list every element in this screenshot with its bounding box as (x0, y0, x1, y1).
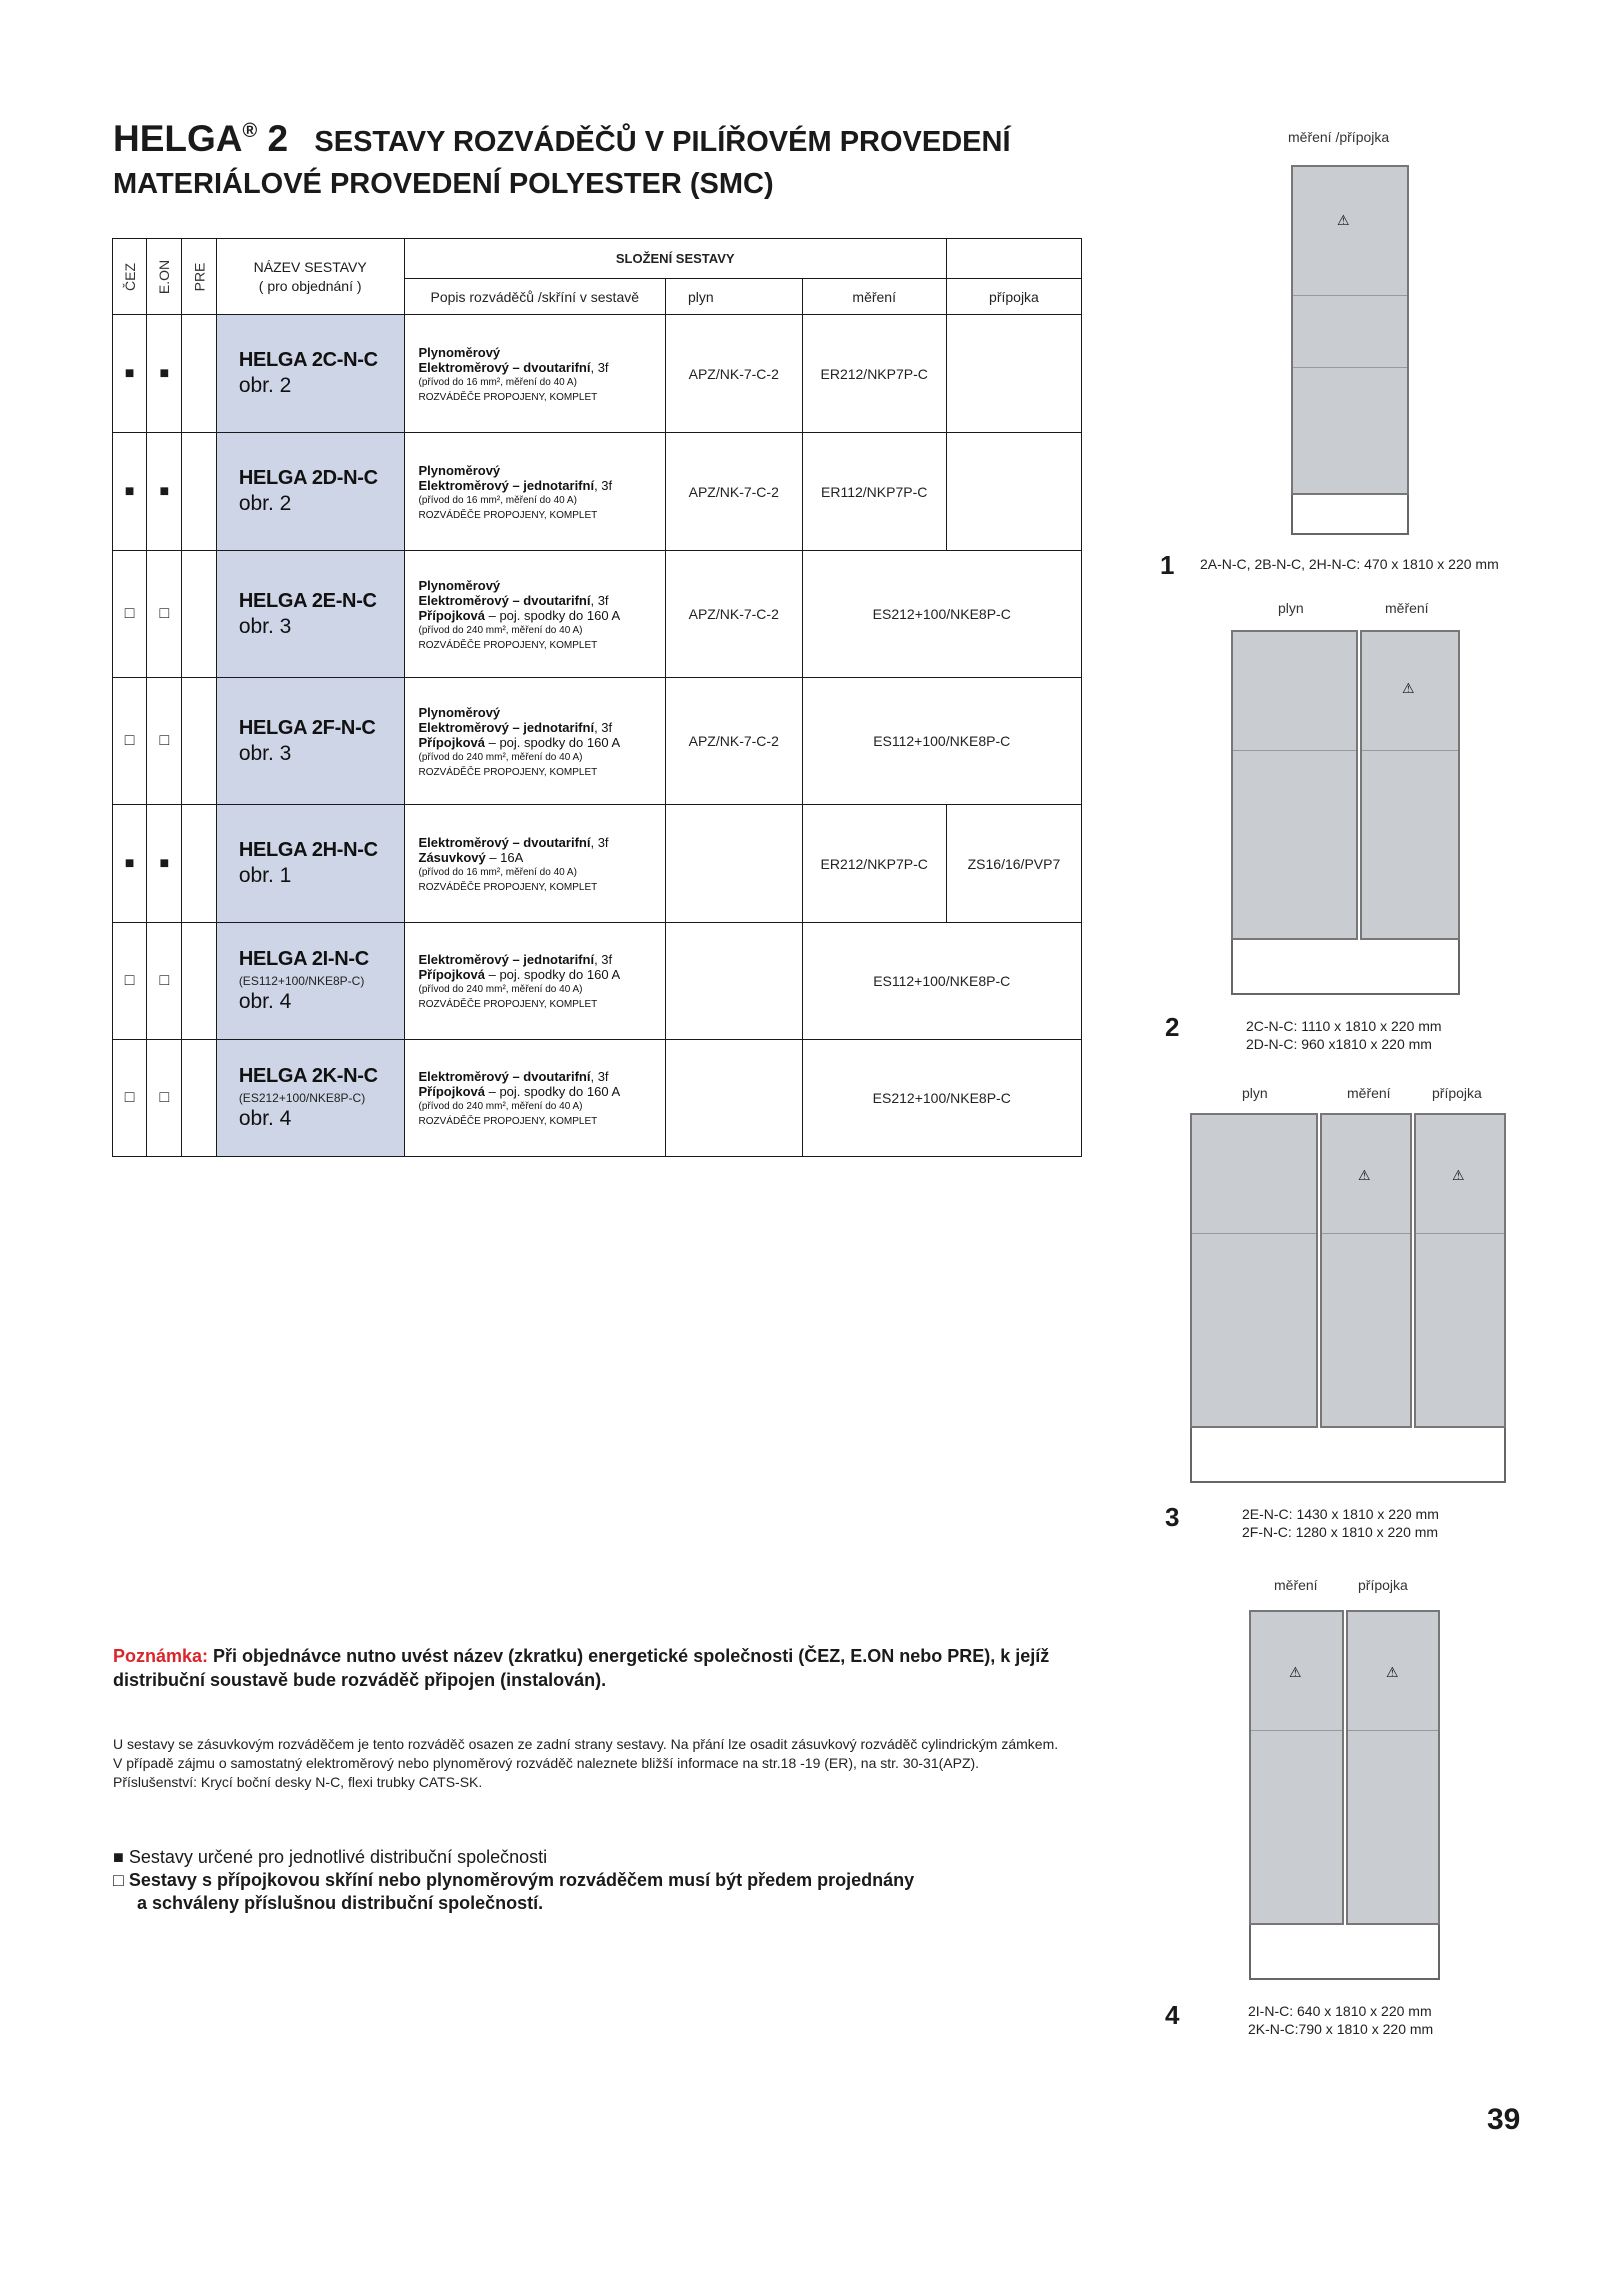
pre-mark (182, 678, 216, 805)
eon-mark: ■ (147, 433, 182, 551)
header-desc: Popis rozváděčů /skříní v sestavě (404, 279, 665, 315)
fig4-label-pripojka: přípojka (1358, 1577, 1408, 1593)
header-cez: ČEZ (113, 239, 147, 315)
page-subtitle: MATERIÁLOVÉ PROVEDENÍ POLYESTER (SMC) (113, 168, 774, 200)
mereni-value: ES112+100/NKE8P-C (802, 678, 1082, 805)
fig2-dims: 2C-N-C: 1110 x 1810 x 220 mm 2D-N-C: 960 x1810 x 220 mm (1246, 1018, 1442, 1052)
fig3-label-mereni: měření (1347, 1085, 1391, 1101)
header-mereni: měření (802, 279, 946, 315)
eon-mark: ■ (147, 805, 182, 923)
assembly-name: HELGA 2I-N-C (238, 948, 369, 970)
assembly-name: HELGA 2D-N-C (238, 467, 378, 489)
assembly-name-cell (216, 551, 404, 678)
assembly-description: Plynoměrový Elektroměrový – dvoutarifní, 3f (přívod do 16 mm², měření do 40 A) ROZVÁDĚČE PROPOJENY, KOMPLET (404, 315, 665, 433)
assembly-description: Elektroměrový – jednotarifní, 3f Přípojková – poj. spodky do 160 A (přívod do 240 mm², měření do 40 A) ROZVÁDĚČE PROPOJENY, KOMPLET (404, 923, 665, 1040)
assembly-figure-ref: obr. 4 (238, 1107, 292, 1130)
table-row (113, 805, 1082, 923)
plyn-value (666, 1040, 803, 1157)
info-p3: Příslušenství: Krycí boční desky N-C, flexi trubky CATS-SK. (113, 1774, 483, 1790)
fig1-base (1291, 495, 1409, 535)
info-text (113, 1735, 1098, 1792)
header-eon: E.ON (147, 239, 182, 315)
assembly-figure-ref: obr. 4 (238, 990, 292, 1013)
fig3-number: 3 (1165, 1502, 1180, 1532)
cez-mark: ■ (113, 315, 147, 433)
header-pre: PRE (182, 239, 216, 315)
mereni-value: ES212+100/NKE8P-C (802, 1040, 1082, 1157)
assembly-description: Plynoměrový Elektroměrový – jednotarifní, 3f (přívod do 16 mm², měření do 40 A) ROZVÁDĚČE PROPOJENY, KOMPLET (404, 433, 665, 551)
plyn-value: APZ/NK-7-C-2 (666, 433, 803, 551)
assembly-description: Elektroměrový – dvoutarifní, 3f Zásuvkový – 16A (přívod do 16 mm², měření do 40 A) ROZVÁDĚČE PROPOJENY, KOMPLET (404, 805, 665, 923)
legend-empty: □ Sestavy s přípojkovou skříní nebo plynoměrovým rozváděčem musí být předem projednány (113, 1870, 915, 1890)
fig4-number: 4 (1165, 2000, 1180, 2030)
table-row (113, 923, 1082, 1040)
fig4-cabinet-pripojka (1346, 1610, 1440, 1925)
cez-mark: □ (113, 678, 147, 805)
assembly-figure-ref: obr. 3 (238, 741, 292, 765)
mereni-value: ES112+100/NKE8P-C (802, 923, 1082, 1040)
assembly-sub: (ES112+100/NKE8P-C) (238, 974, 365, 988)
legend-empty-line2: a schváleny příslušnou distribuční společností. (137, 1893, 544, 1913)
eon-mark: □ (147, 678, 182, 805)
assembly-name: HELGA 2E-N-C (238, 589, 377, 612)
cez-mark: ■ (113, 433, 147, 551)
warning-icon: ⚠ (1289, 1664, 1302, 1680)
assembly-name-cell (216, 678, 404, 805)
assembly-table (112, 238, 1082, 1157)
pre-mark (182, 551, 216, 678)
plyn-value (666, 805, 803, 923)
cez-mark: □ (113, 923, 147, 1040)
assembly-figure-ref: obr. 2 (238, 374, 292, 397)
fig2-base (1231, 940, 1460, 995)
warning-icon: ⚠ (1337, 212, 1350, 228)
warning-icon: ⚠ (1386, 1664, 1399, 1680)
mereni-value: ER112/NKP7P-C (802, 433, 946, 551)
cez-mark: ■ (113, 805, 147, 923)
fig1-label: měření /přípojka (1288, 129, 1390, 145)
assembly-figure-ref: obr. 2 (238, 492, 292, 515)
fig1-dims: 2A-N-C, 2B-N-C, 2H-N-C: 470 x 1810 x 220 mm (1200, 556, 1499, 572)
table-row (113, 315, 1082, 433)
fig3-dims: 2E-N-C: 1430 x 1810 x 220 mm 2F-N-C: 1280 x 1810 x 220 mm (1242, 1506, 1439, 1540)
assembly-name-cell (216, 805, 404, 923)
page-number: 39 (1487, 2103, 1521, 2136)
fig4-base (1249, 1925, 1440, 1980)
fig3-cabinet-plyn (1190, 1113, 1318, 1428)
header-pripojka: přípojka (946, 279, 1081, 315)
pripojka-value (946, 315, 1081, 433)
plyn-value: APZ/NK-7-C-2 (666, 315, 803, 433)
pre-mark (182, 433, 216, 551)
cez-mark: □ (113, 1040, 147, 1157)
assembly-name-cell (216, 433, 404, 551)
legend (113, 1846, 1098, 1915)
assembly-name-cell (216, 1040, 404, 1157)
assembly-name: HELGA 2H-N-C (238, 839, 378, 861)
eon-mark: □ (147, 1040, 182, 1157)
warning-icon: ⚠ (1452, 1167, 1465, 1183)
order-note: Poznámka: Při objednávce nutno uvést název (zkratku) energetické společnosti (ČEZ, E.ON nebo PRE), k jejíž distribuční soustavě bude rozváděč připojen (instalován). (113, 1646, 1050, 1690)
assembly-name: HELGA 2C-N-C (238, 349, 378, 371)
fig3-cabinet-mereni (1320, 1113, 1412, 1428)
pre-mark (182, 923, 216, 1040)
fig3-cabinet-pripojka (1414, 1113, 1506, 1428)
warning-icon: ⚠ (1358, 1167, 1371, 1183)
fig4-label-mereni: měření (1274, 1577, 1318, 1593)
fig2-cabinet-plyn (1231, 630, 1358, 940)
fig2-number: 2 (1165, 1012, 1180, 1042)
mereni-value: ES212+100/NKE8P-C (802, 551, 1082, 678)
plyn-value: APZ/NK-7-C-2 (666, 551, 803, 678)
fig3-label-pripojka: přípojka (1432, 1085, 1482, 1101)
info-p1: U sestavy se zásuvkovým rozváděčem je tento rozváděč osazen ze zadní strany sestavy. Na přání lze osadit zásuvkový rozváděč cylindrickým zámkem. (113, 1736, 1059, 1752)
eon-mark: □ (147, 551, 182, 678)
pripojka-value: ZS16/16/PVP7 (946, 805, 1081, 923)
pre-mark (182, 1040, 216, 1157)
assembly-name-cell (216, 315, 404, 433)
fig4-cabinet-mereni (1249, 1610, 1344, 1925)
assembly-figure-ref: obr. 3 (238, 614, 292, 638)
fig1-number: 1 (1160, 550, 1175, 580)
pre-mark (182, 315, 216, 433)
assembly-figure-ref: obr. 1 (238, 864, 292, 887)
header-group: SLOŽENÍ SESTAVY (404, 239, 946, 279)
mereni-value: ER212/NKP7P-C (802, 805, 946, 923)
assembly-description: Plynoměrový Elektroměrový – dvoutarifní, 3f Přípojková – poj. spodky do 160 A (přívod do 240 mm², měření do 40 A) ROZVÁDĚČE PROPOJENY, KOMPLET (404, 551, 665, 678)
fig3-label-plyn: plyn (1242, 1085, 1268, 1101)
eon-mark: ■ (147, 315, 182, 433)
header-plyn: plyn (666, 279, 803, 315)
fig3-base (1190, 1428, 1506, 1483)
pre-mark (182, 805, 216, 923)
info-p2: V případě zájmu o samostatný elektroměrový nebo plynoměrový rozváděč naleznete bližší informace na str.18 -19 (ER), na str. 30-31(APZ). (113, 1755, 980, 1771)
pripojka-value (946, 433, 1081, 551)
assembly-description: Elektroměrový – dvoutarifní, 3f Přípojková – poj. spodky do 160 A (přívod do 240 mm², měření do 40 A) ROZVÁDĚČE PROPOJENY, KOMPLET (404, 1040, 665, 1157)
assembly-description: Plynoměrový Elektroměrový – jednotarifní, 3f Přípojková – poj. spodky do 160 A (přívod do 240 mm², měření do 40 A) ROZVÁDĚČE PROPOJENY, KOMPLET (404, 678, 665, 805)
eon-mark: □ (147, 923, 182, 1040)
assembly-sub: (ES212+100/NKE8P-C) (238, 1091, 366, 1105)
plyn-value: APZ/NK-7-C-2 (666, 678, 803, 805)
warning-icon: ⚠ (1402, 680, 1415, 696)
cez-mark: □ (113, 551, 147, 678)
table-row (113, 1040, 1082, 1157)
legend-filled: ■ Sestavy určené pro jednotlivé distribuční společnosti (113, 1847, 548, 1867)
page-title: HELGA® 2 SESTAVY ROZVÁDĚČŮ V PILÍŘOVÉM PROVEDENÍ (113, 118, 1011, 159)
table-row (113, 678, 1082, 805)
assembly-name-cell (216, 923, 404, 1040)
fig2-label-plyn: plyn (1278, 600, 1304, 616)
table-row (113, 551, 1082, 678)
fig1-cabinet (1291, 165, 1409, 495)
header-name: NÁZEV SESTAVY ( pro objednání ) (216, 239, 404, 315)
fig2-label-mereni: měření (1385, 600, 1429, 616)
mereni-value: ER212/NKP7P-C (802, 315, 946, 433)
fig2-cabinet-mereni (1360, 630, 1460, 940)
assembly-name: HELGA 2F-N-C (238, 716, 376, 739)
fig4-dims: 2I-N-C: 640 x 1810 x 220 mm 2K-N-C:790 x 1810 x 220 mm (1248, 2003, 1434, 2037)
assembly-name: HELGA 2K-N-C (238, 1065, 378, 1087)
plyn-value (666, 923, 803, 1040)
table-row (113, 433, 1082, 551)
